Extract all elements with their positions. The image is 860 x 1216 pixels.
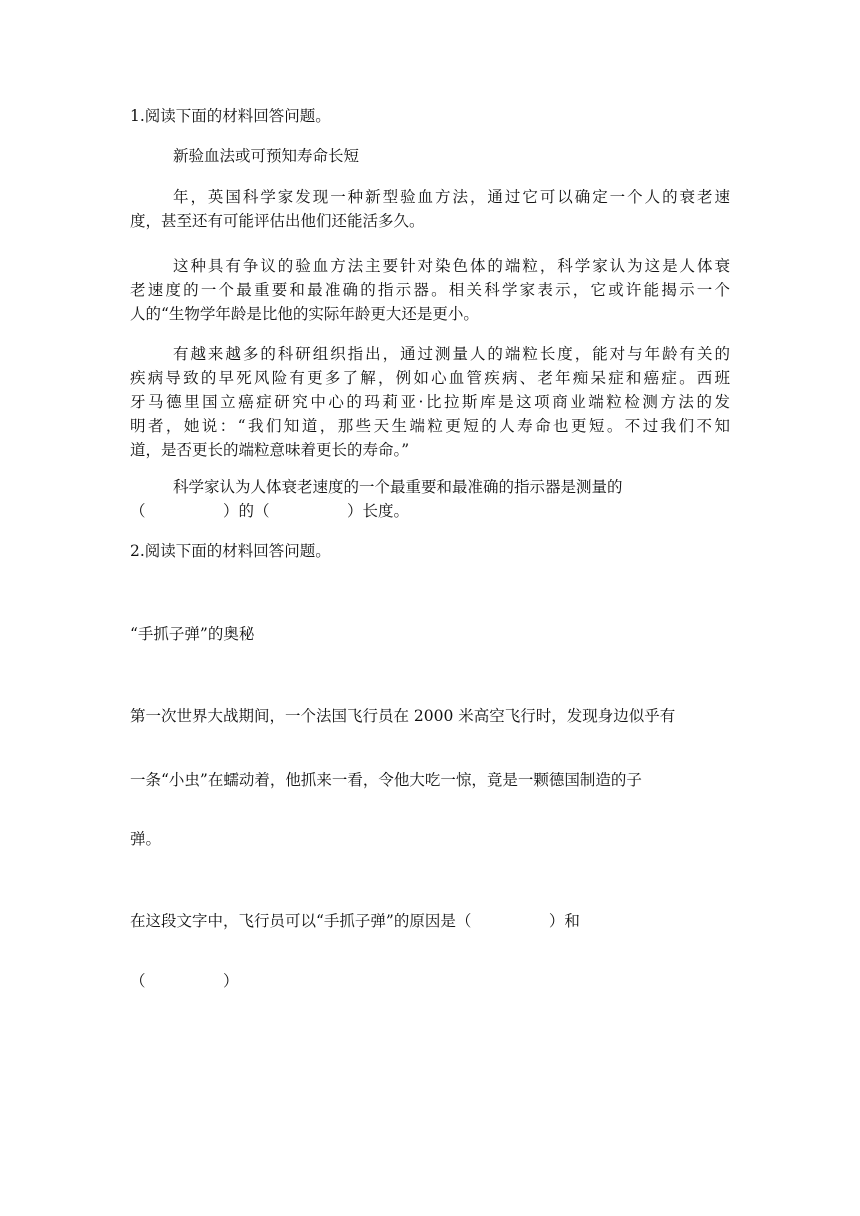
q1-p3-line-4: 明者，她说：“我们知道，那些天生端粒更短的人寿命也更短。不过我们不知 bbox=[130, 417, 730, 435]
q1-question-line-2: （ ）的（ ）长度。 bbox=[130, 502, 410, 520]
q2-question-line-1-wrap bbox=[130, 909, 730, 933]
q1-p2-line-2: 老速度的一个最重要和最准确的指示器。相关科学家表示，它或许能揭示一个 bbox=[130, 281, 730, 299]
q1-p1-line-2: 度，甚至还有可能评估出他们还能活多久。 bbox=[130, 212, 425, 230]
q2-paragraph-1-line-1 bbox=[130, 704, 730, 728]
q1-title-text: 新验血法或可预知寿命长短 bbox=[173, 147, 360, 165]
q2-question-line-2-wrap bbox=[130, 969, 730, 993]
q2-paragraph-1-line-3 bbox=[130, 827, 730, 851]
q1-p3-line-3: 牙马德里国立癌症研究中心的玛莉亚·比拉斯库是这项商业端粒检测方法的发 bbox=[130, 393, 730, 411]
q1-question bbox=[130, 475, 730, 523]
q2-p1-line-1: 第一次世界大战期间，一个法国飞行员在 2000 米高空飞行时，发现身边似乎有 bbox=[130, 707, 676, 725]
q1-p2-line-1: 这种具有争议的验血方法主要针对染色体的端粒，科学家认为这是人体衰 bbox=[173, 257, 730, 275]
q1-p3-line-1: 有越来越多的科研组织指出，通过测量人的端粒长度，能对与年龄有关的 bbox=[173, 345, 730, 363]
q1-title bbox=[130, 144, 730, 168]
q1-paragraph-2 bbox=[130, 254, 730, 326]
q1-heading bbox=[130, 104, 730, 128]
q1-p3-line-2: 疾病导致的早死风险有更多了解，例如心血管疾病、老年痴呆症和癌症。西班 bbox=[130, 369, 730, 387]
q1-question-line-1: 科学家认为人体衰老速度的一个最重要和最准确的指示器是测量的 bbox=[173, 478, 623, 496]
q1-p3-line-5: 道，是否更长的端粒意味着更长的寿命。” bbox=[130, 441, 410, 459]
q2-question-line-2: （ ） bbox=[130, 972, 239, 990]
q1-p1-line-1: 年，英国科学家发现一种新型验血方法，通过它可以确定一个人的衰老速 bbox=[173, 188, 730, 206]
q2-heading bbox=[130, 539, 730, 563]
q2-title-text: “手抓子弹”的奥秘 bbox=[130, 625, 255, 643]
q2-title bbox=[130, 622, 730, 646]
q2-p1-line-3: 弹。 bbox=[130, 830, 162, 848]
q1-paragraph-3 bbox=[130, 342, 730, 462]
q1-paragraph-1 bbox=[130, 185, 730, 233]
q2-heading-text: 2.阅读下面的材料回答问题。 bbox=[130, 542, 331, 560]
q2-p1-line-2: 一条“小虫”在蠕动着，他抓来一看，令他大吃一惊，竟是一颗德国制造的子 bbox=[130, 771, 642, 789]
q2-question-line-1: 在这段文字中，飞行员可以“手抓子弹”的原因是（ ）和 bbox=[130, 912, 580, 930]
q1-heading-text: 1.阅读下面的材料回答问题。 bbox=[130, 107, 331, 125]
q2-paragraph-1-line-2 bbox=[130, 768, 730, 792]
q1-p2-line-3: 人的“生物学年龄是比他的实际年龄更大还是更小。 bbox=[130, 305, 479, 323]
